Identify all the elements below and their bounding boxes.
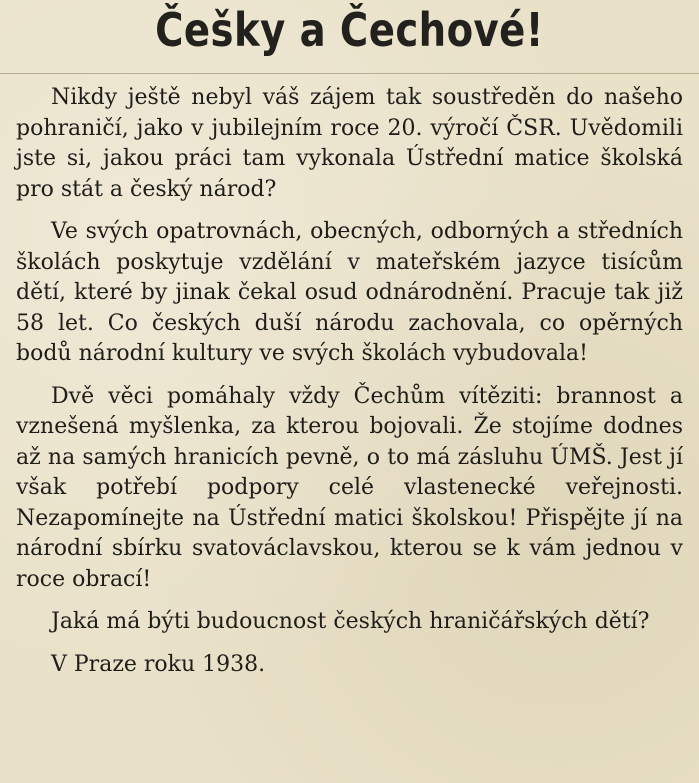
article-body — [16, 74, 683, 680]
paragraph-1: Nikdy ještě nebyl váš zájem tak soustředěn do našeho pohraničí, jako v jubilejním roce 20. výročí ČSR. Uvědomili jste si, jakou práci tam vykonala Ústřední matice školská pro stát a český národ? — [16, 85, 683, 202]
page-title: Češky a Čechové! — [155, 3, 544, 57]
paragraph-2: Ve svých opatrovnách, obecných, odborných a středních školách poskytuje vzdělání v mateřském jazyce tisícům dětí, které by jinak čekal osud odnárodnění. Pracuje tak již 58 let. Co českých duší národu zachovala, co opěrných bodů národní kultury ve svých školách vybudovala! — [16, 219, 683, 366]
paragraph-3: Dvě věci pomáhaly vždy Čechům vítěziti: brannost a vznešená myšlenka, za kterou bojovali. Že stojíme dodnes až na samých hranicích pevně, o to má zásluhu ÚMŠ. Jest jí však potřebí podpory celé vlastenecké veřejnosti. Nezapomínejte na Ústřední matici školskou! Přispějte jí na národní sbírku svatováclavskou, kterou se k vám jednou v roce obrací! — [16, 383, 683, 592]
signoff-line: V Praze roku 1938. — [51, 651, 266, 677]
paragraph-4: Jaká má býti budoucnost českých hraničářských dětí? — [51, 609, 650, 634]
